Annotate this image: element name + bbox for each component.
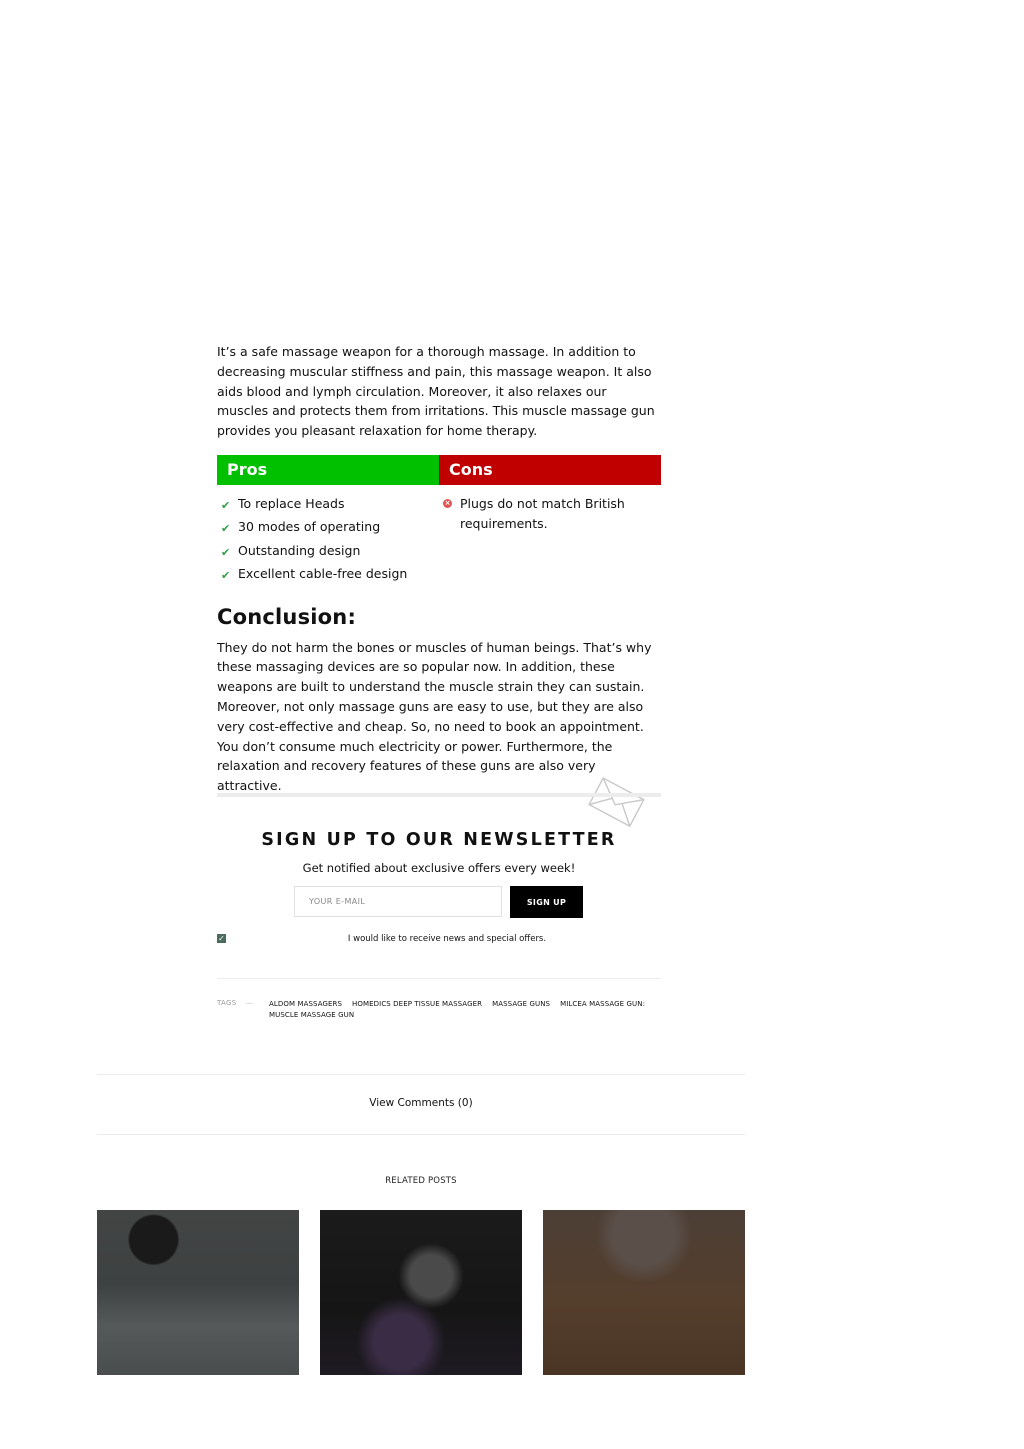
related-post-thumbnail[interactable] [320, 1210, 522, 1375]
tags-list [269, 999, 661, 1021]
view-comments-link[interactable]: View Comments (0) [369, 1097, 473, 1109]
tag-link[interactable]: MUSCLE MASSAGE GUN [269, 1011, 355, 1019]
related-post-thumbnail[interactable] [97, 1210, 299, 1375]
check-icon: ✔ [221, 545, 231, 559]
pros-cons-table [217, 455, 661, 588]
email-input[interactable] [294, 886, 502, 917]
conclusion-heading: Conclusion: [217, 604, 357, 629]
tags-label: TAGS [217, 999, 237, 1007]
pros-column [217, 455, 439, 588]
newsletter-title: SIGN UP TO OUR NEWSLETTER [261, 830, 617, 850]
check-icon: ✔ [221, 498, 231, 512]
newsletter-subtitle: Get notified about exclusive offers every week! [302, 861, 576, 875]
cons-item: × Plugs do not match British requirements. [444, 495, 625, 531]
sign-up-button[interactable]: SIGN UP [510, 886, 583, 918]
tag-link[interactable]: MASSAGE GUNS [492, 1000, 551, 1008]
cons-list [439, 485, 661, 534]
conclusion-paragraph: They do not harm the bones or muscles of human beings. That’s why these massaging devices are so popular now. In addition, these weapons are built to understand the muscle strain they can sustain. Moreover, not only massage guns are easy to use, but they are also very cost-effective and cheap. So, no need to book an appointment. You don’t consume much electricity or power. Furthermore, the relaxation and recovery features of these guns are also very attractive. [217, 639, 652, 794]
pros-item: ✔ 30 modes of operating [217, 517, 439, 537]
newsletter-box [217, 793, 661, 983]
newsletter-divider [217, 978, 661, 979]
intro-paragraph: It’s a safe massage weapon for a thorough massage. In addition to decreasing muscular stiffness and pain, this massage weapon. It also aids blood and lymph circulation. Moreover, it also relaxes our muscles and protects them from irritations. This muscle massage gun provides you pleasant relaxation for home therapy. [217, 344, 655, 439]
article-body [217, 342, 661, 796]
related-post-thumbnail[interactable] [543, 1210, 745, 1375]
pros-item: ✔ Outstanding design [217, 541, 439, 561]
check-icon: ✔ [221, 569, 231, 583]
divider [97, 1134, 745, 1135]
divider [97, 1074, 745, 1075]
cons-column [439, 455, 661, 588]
pros-item: ✔ Excellent cable-free design [217, 564, 439, 584]
pros-heading: Pros [217, 455, 439, 485]
tags-dash: — [246, 999, 253, 1007]
x-circle-icon: × [444, 498, 451, 507]
related-posts-title: RELATED POSTS [385, 1176, 457, 1186]
consent-label: I would like to receive news and special offers. [347, 934, 547, 944]
pros-list [217, 485, 439, 584]
consent-checkbox[interactable]: ✓ [218, 934, 225, 943]
tag-link[interactable]: MILCEA MASSAGE GUN: [560, 1000, 646, 1008]
cons-heading: Cons [439, 455, 661, 485]
tag-link[interactable]: HOMEDICS DEEP TISSUE MASSAGER [352, 1000, 483, 1008]
pros-item: ✔ To replace Heads [217, 494, 439, 514]
tag-link[interactable]: ALDOM MASSAGERS [269, 1000, 343, 1008]
check-icon: ✔ [221, 522, 231, 536]
